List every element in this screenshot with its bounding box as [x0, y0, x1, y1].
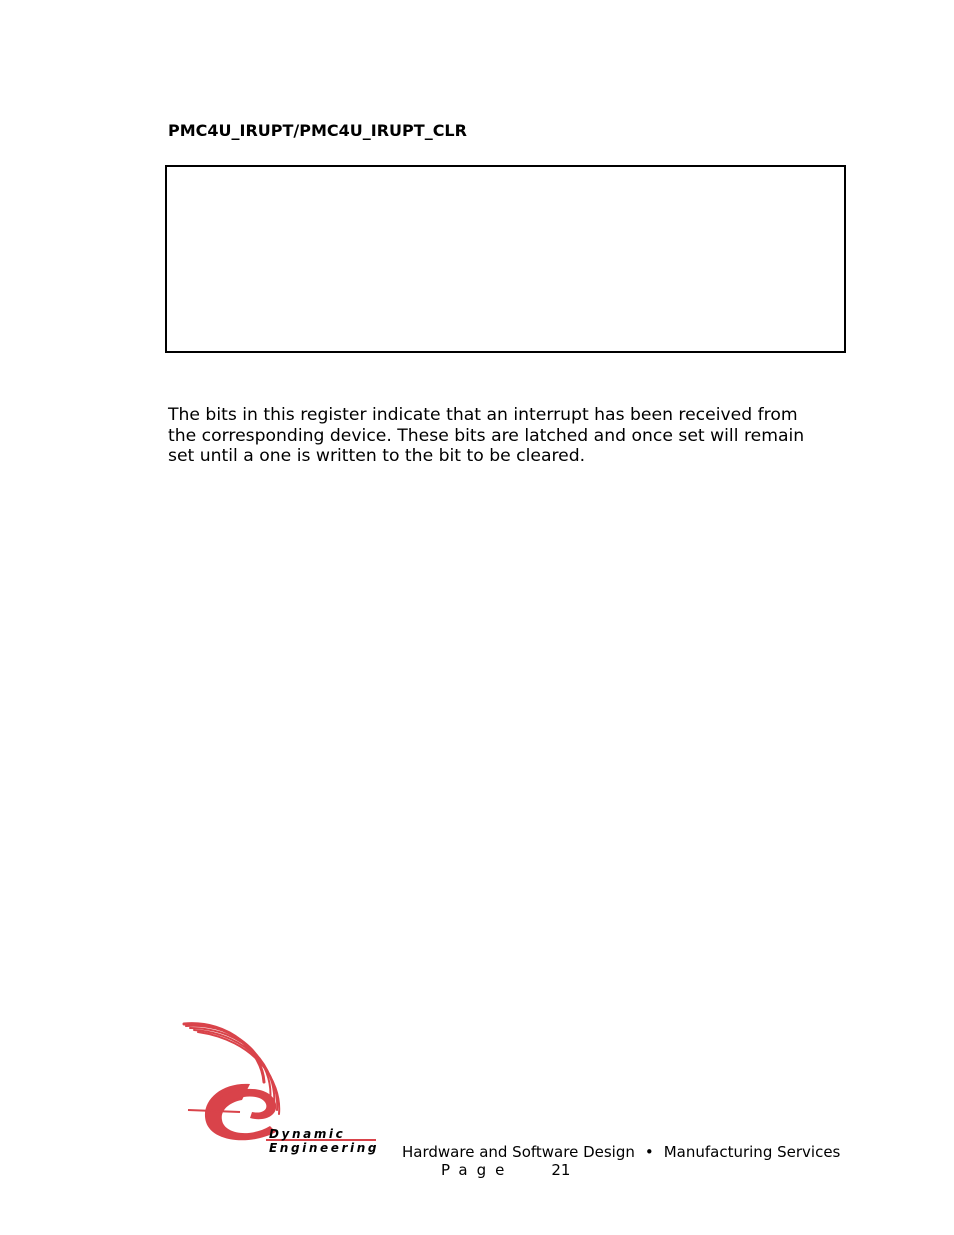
- section-heading: PMC4U_IRUPT/PMC4U_IRUPT_CLR: [168, 121, 467, 140]
- description-line-3: set until a one is written to the bit to be cleared.: [168, 446, 586, 466]
- footer-services: [402, 1143, 840, 1161]
- footer-page-number: [441, 1161, 570, 1179]
- register-bit-table-box: [165, 165, 846, 353]
- logo-text-engineering: Engineering: [269, 1141, 380, 1155]
- page-number: 21: [551, 1161, 571, 1179]
- footer-services-left: Hardware and Software Design: [402, 1143, 635, 1161]
- description-paragraph: [168, 405, 848, 467]
- footer-services-right: Manufacturing Services: [663, 1143, 841, 1161]
- footer-bullet: •: [644, 1143, 654, 1161]
- page-label: Page: [441, 1161, 514, 1179]
- description-line-1: The bits in this register indicate that an interrupt has been received from: [168, 405, 798, 425]
- logo-text-dynamic: Dynamic: [269, 1127, 346, 1141]
- description-line-2: the corresponding device. These bits are latched and once set will remain: [168, 425, 805, 446]
